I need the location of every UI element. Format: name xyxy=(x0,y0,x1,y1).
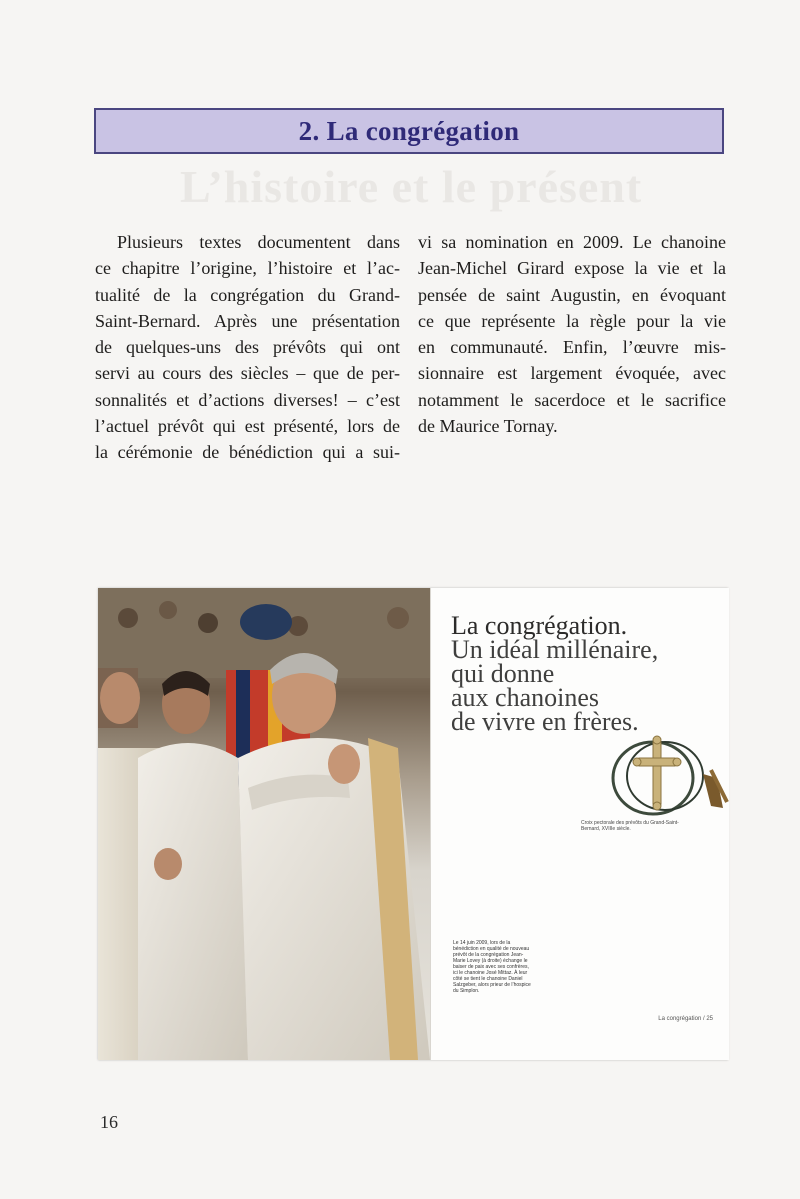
text-line: ce que représente la règle pour la vie xyxy=(418,310,726,331)
photo-caption: Le 14 juin 2009, lors de la bénédiction en qualité de nouveau prévôt de la congrégation Jean-Marie Lovey (à droite) échange le baiser de paix avec ses confrères, ici le chanoine José Mittaz. À leur côté se tient le chanoine Daniel Salzgeber, alors prieur de l’hospice du Simplon. xyxy=(453,940,531,994)
cross-caption: Croix pectorale des prévôts du Grand-Saint-Bernard, XVIIIe siècle. xyxy=(581,820,679,832)
text-line: pensée de saint Augustin, en évoquant xyxy=(418,284,726,305)
text-line: notamment le sacerdoce et le sacrifice xyxy=(418,389,726,410)
text-line: Plusieurs textes documentent dans xyxy=(117,232,400,252)
right-text-column xyxy=(418,229,726,439)
show-through-text: L’histoire et le présent xyxy=(180,161,643,212)
text-line: la cérémonie de bénédiction qui a sui- xyxy=(95,442,400,463)
text-line: de Maurice Tornay. xyxy=(418,416,558,437)
page-number: 16 xyxy=(100,1112,118,1132)
text-line: tualité de la congrégation du Grand- xyxy=(95,284,400,305)
chapter-heading xyxy=(299,116,520,147)
chapter-title: La congrégation xyxy=(326,115,520,146)
ceremony-photo xyxy=(98,588,430,1060)
text-line: l’actuel prévôt qui est présenté, lors de xyxy=(95,416,400,437)
text-line: de quelques-uns des prévôts qui ont xyxy=(95,337,400,358)
headline-line: La congrégation. xyxy=(451,611,628,640)
spread-folio: La congrégation / 25 xyxy=(658,1016,713,1022)
text-line: ce chapitre l’origine, l’histoire et l’ac- xyxy=(95,258,400,279)
spread-headline xyxy=(451,611,721,736)
chapter-heading-box xyxy=(94,108,724,154)
chapter-number: 2. xyxy=(298,115,320,146)
headline-line: de vivre en frères. xyxy=(451,707,639,736)
text-line: Saint-Bernard. Après une présentation xyxy=(95,310,400,331)
text-line: servi au cours des siècles – que de per- xyxy=(95,363,400,384)
headline-line: Un idéal millénaire, xyxy=(451,635,659,664)
text-line: sionnaire est largement évoquée, avec xyxy=(418,363,726,384)
text-line: Jean-Michel Girard expose la vie et la xyxy=(418,258,726,279)
text-line: en communauté. Enfin, l’œuvre mis- xyxy=(418,337,726,358)
spread-right-page xyxy=(430,588,729,1060)
left-text-column xyxy=(95,229,400,466)
text-line: vi sa nomination en 2009. Le chanoine xyxy=(418,232,726,252)
reproduced-spread-figure xyxy=(98,588,728,1060)
pectoral-cross-image xyxy=(607,726,729,826)
text-line: sonnalités et d’actions diverses! – c’est xyxy=(95,389,400,410)
headline-line: aux chanoines xyxy=(451,683,600,712)
headline-line: qui donne xyxy=(451,659,555,688)
